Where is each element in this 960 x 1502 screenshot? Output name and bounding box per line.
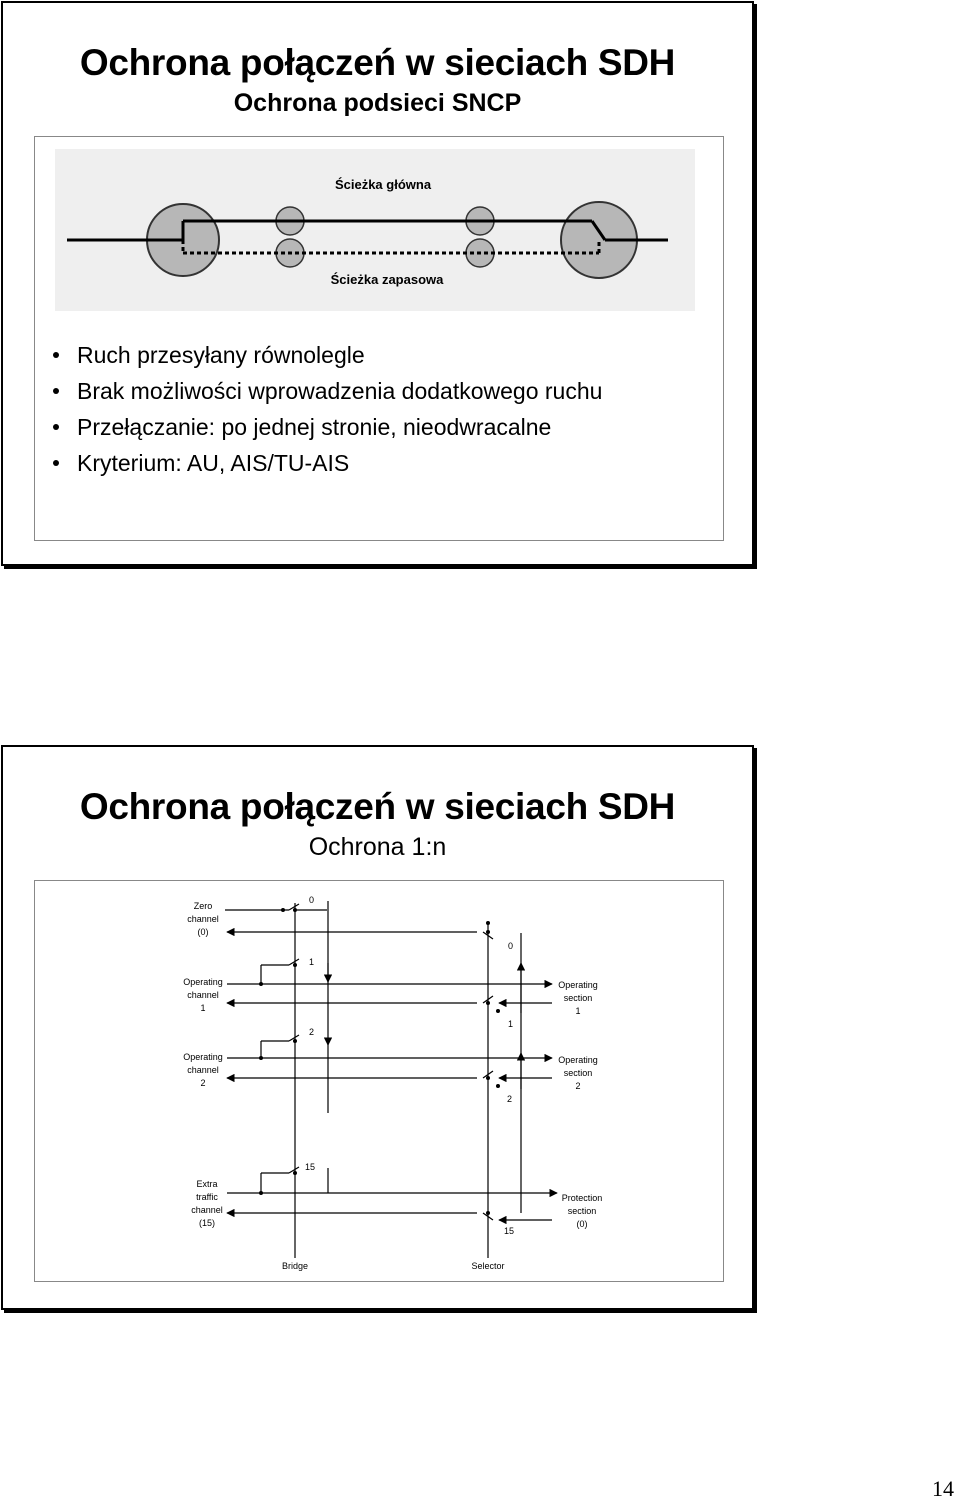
bridge-number: 0 <box>309 895 315 905</box>
switch-numbers <box>305 895 514 1236</box>
operating-channel-2-label: Operating <box>183 1052 223 1062</box>
contact-dot <box>496 1009 500 1013</box>
extra-traffic-label: channel <box>191 1205 223 1215</box>
extra-traffic-label: traffic <box>196 1192 218 1202</box>
extra-traffic-label: (15) <box>198 1218 216 1228</box>
protection-section-label: Protection <box>561 1193 603 1203</box>
bullet-list <box>53 337 602 481</box>
contact-dot <box>496 1084 500 1088</box>
selector-number: 1 <box>508 1019 514 1029</box>
bullet-item: Kryterium: AU, AIS/TU-AIS <box>53 445 602 481</box>
main-path-label: Ścieżka główna <box>334 177 432 192</box>
contact-dot <box>486 1001 490 1005</box>
bullet-item: Brak możliwości wprowadzenia dodatkowego ruchu <box>53 373 602 409</box>
slide-subtitle: Ochrona 1:n <box>308 833 447 861</box>
backup-path-label: Ścieżka zapasowa <box>330 272 444 287</box>
bullet-item: Przełączanie: po jednej stronie, nieodwracalne <box>53 409 602 445</box>
selector-number: 2 <box>507 1094 513 1104</box>
contact-dot <box>259 1056 263 1060</box>
channels <box>225 910 557 1220</box>
contact-dot <box>293 1039 297 1043</box>
operating-section-2-label: 2 <box>575 1081 581 1091</box>
operating-section-1-label: section <box>563 993 593 1003</box>
bridge-number: 15 <box>305 1162 316 1172</box>
contact-dot <box>486 1076 490 1080</box>
contact-dot <box>293 908 297 912</box>
slide-protection-1n <box>1 745 754 1310</box>
slide-subtitle: Ochrona podsieci SNCP <box>233 89 522 117</box>
bridge-number: 1 <box>309 957 315 967</box>
bullet-item: Ruch przesyłany równolegle <box>53 337 602 373</box>
contact-dot <box>259 1191 263 1195</box>
selector-label: Selector <box>471 1261 505 1271</box>
content-box <box>34 136 724 541</box>
contact-dot <box>486 1211 490 1215</box>
page-number: 14 <box>932 1476 954 1501</box>
contact-dot <box>293 963 297 967</box>
switches <box>289 904 493 1220</box>
contact-dot <box>259 982 263 986</box>
protection-section-label: (0) <box>576 1219 588 1229</box>
right-labels <box>558 980 602 1229</box>
operating-channel-1-label: 1 <box>200 1003 206 1013</box>
contact-dot <box>486 921 490 925</box>
zero-channel-label: Zero <box>193 901 213 911</box>
operating-channel-1-label: channel <box>187 990 219 1000</box>
operating-section-1-label: Operating <box>558 980 598 990</box>
operating-channel-2-label: channel <box>187 1065 219 1075</box>
zero-channel-label: channel <box>187 914 219 924</box>
contact-dot <box>293 1171 297 1175</box>
slide-title: Ochrona połączeń w sieciach SDH <box>79 42 676 83</box>
slide-sncp <box>1 1 754 566</box>
bridge-number: 2 <box>309 1027 315 1037</box>
selector-number: 15 <box>504 1226 515 1236</box>
selector-number: 0 <box>508 941 514 951</box>
operating-channel-2-label: 2 <box>200 1078 206 1088</box>
contact-dot <box>486 930 490 934</box>
slide-title: Ochrona połączeń w sieciach SDH <box>79 786 676 827</box>
operating-section-2-label: Operating <box>558 1055 598 1065</box>
extra-traffic-label: Extra <box>196 1179 218 1189</box>
sncp-diagram <box>55 149 695 311</box>
operating-channel-1-label: Operating <box>183 977 223 987</box>
operating-section-1-label: 1 <box>575 1006 581 1016</box>
content-box <box>34 880 724 1282</box>
left-labels <box>183 901 223 1228</box>
bridge-label: Bridge <box>281 1261 309 1271</box>
protection-section-label: section <box>567 1206 597 1216</box>
protection-1n-diagram <box>37 883 721 1279</box>
contact-dot <box>281 908 285 912</box>
zero-channel-label: (0) <box>197 927 209 937</box>
operating-section-2-label: section <box>563 1068 593 1078</box>
